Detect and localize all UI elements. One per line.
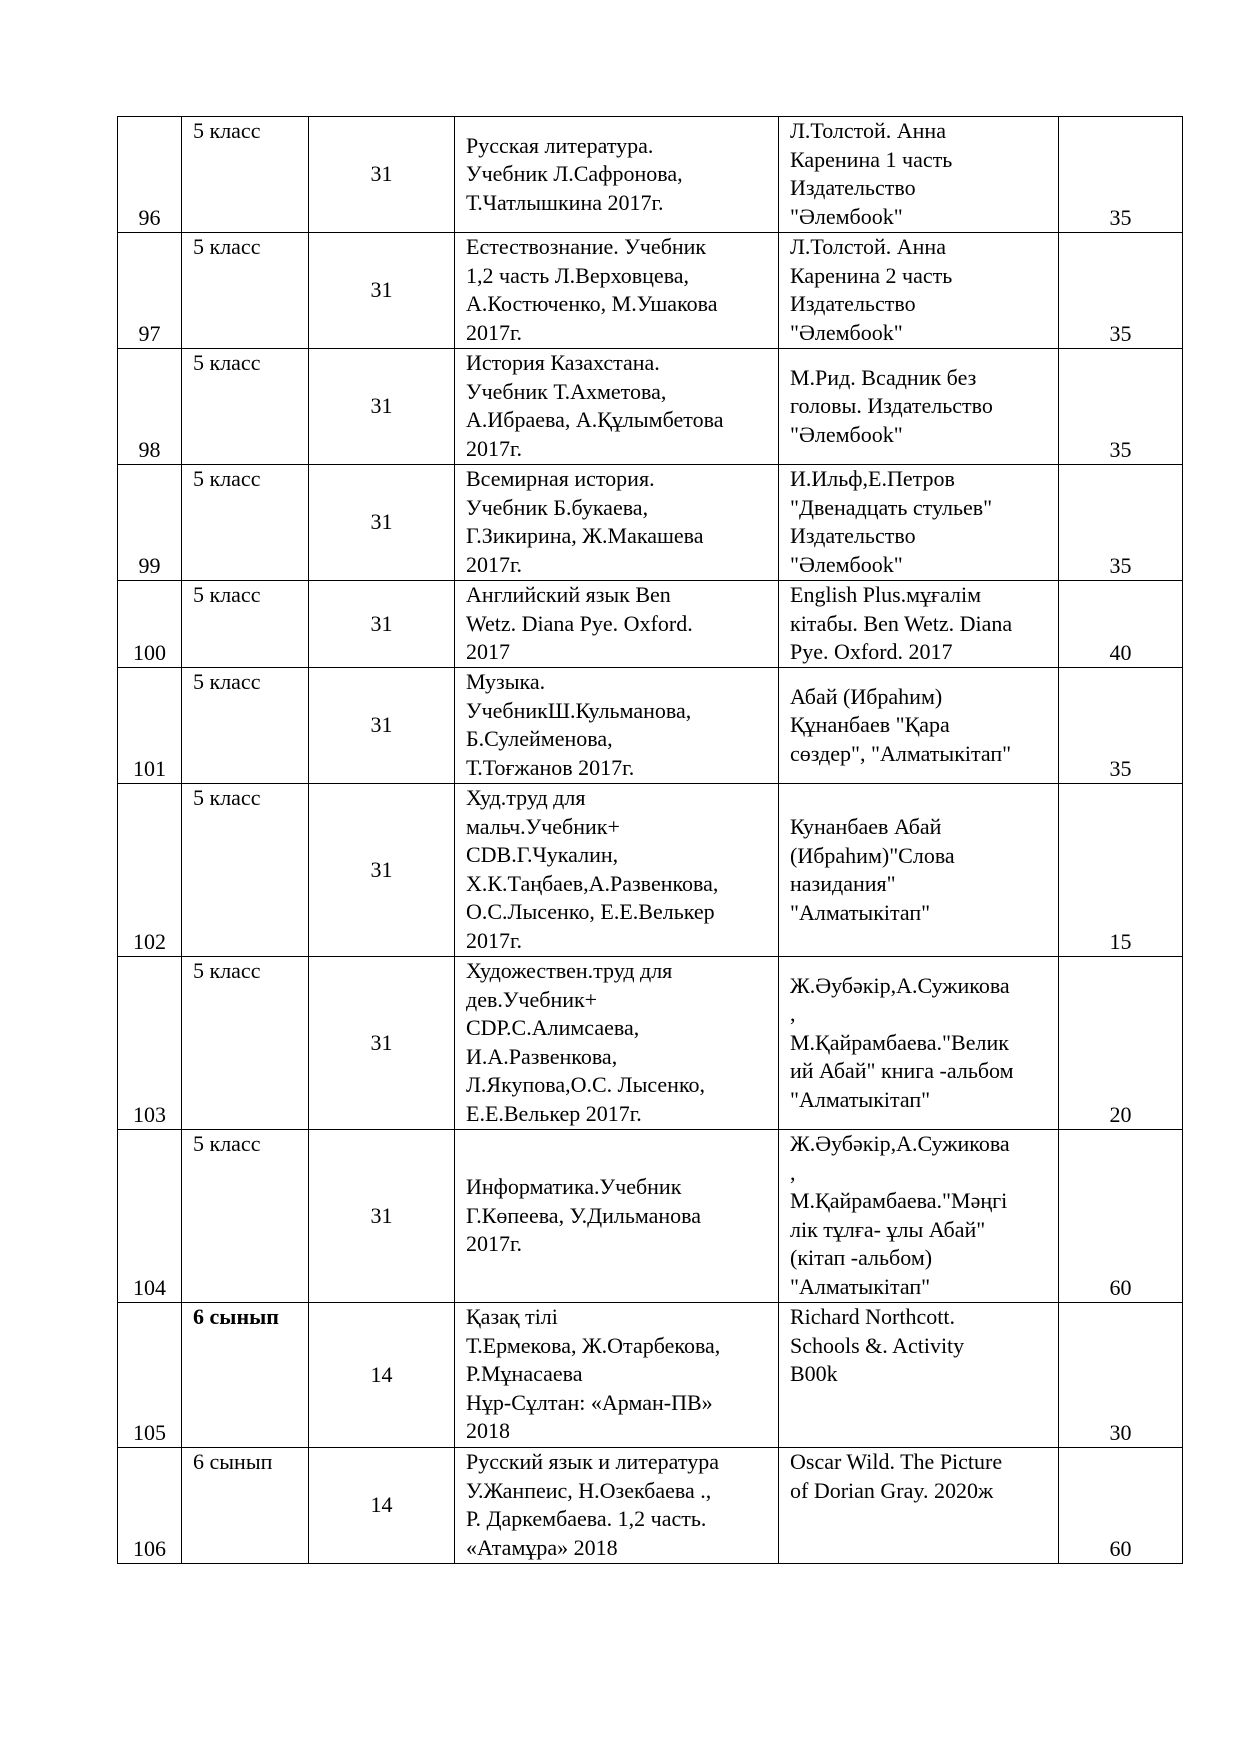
hours-cell: 14 [309,1303,455,1448]
textbook-cell: Естествознание. Учебник 1,2 часть Л.Верховцева, А.Костюченко, М.Ушакова 2017г. [455,233,779,349]
hours-cell: 31 [309,117,455,233]
class-cell: 5 класс [182,1130,309,1303]
book-cell: Ж.Әубәкір,А.Сужикова , М.Қайрамбаева."Велик ий Абай" книга -альбом "Алматыкітап" [779,957,1059,1130]
textbook-cell: Қазақ тілі Т.Ермекова, Ж.Отарбекова, Р.Мұнасаева Нұр-Сұлтан: «Арман-ПВ» 2018 [455,1303,779,1448]
row-number: 102 [118,784,182,957]
quantity-cell: 40 [1059,581,1183,668]
row-number: 104 [118,1130,182,1303]
row-number: 98 [118,349,182,465]
row-number: 99 [118,465,182,581]
row-number: 100 [118,581,182,668]
book-cell: М.Рид. Всадник без головы. Издательство "Әлембook" [779,349,1059,465]
row-number: 103 [118,957,182,1130]
textbook-cell: Информатика.Учебник Г.Көпеева, У.Дильманова 2017г. [455,1130,779,1303]
quantity-cell: 35 [1059,668,1183,784]
hours-cell: 31 [309,465,455,581]
class-cell: 5 класс [182,957,309,1130]
row-number: 106 [118,1448,182,1564]
table-row [118,117,1183,233]
class-cell: 5 класс [182,117,309,233]
book-cell: Ж.Әубәкір,А.Сужикова , М.Қайрамбаева."Мәңгі лік тұлға- ұлы Абай" (кітап -альбом) "Алматыкітап" [779,1130,1059,1303]
quantity-cell: 15 [1059,784,1183,957]
hours-cell: 14 [309,1448,455,1564]
book-cell: English Plus.мұғалім кітабы. Ben Wetz. Diana Pye. Oxford. 2017 [779,581,1059,668]
textbook-cell: Музыка. УчебникШ.Кульманова, Б.Сулейменова, Т.Тоғжанов 2017г. [455,668,779,784]
quantity-cell: 20 [1059,957,1183,1130]
row-number: 105 [118,1303,182,1448]
row-number: 101 [118,668,182,784]
row-number: 96 [118,117,182,233]
textbook-cell: Русский язык и литература У.Жанпеис, Н.Озекбаева ., Р. Даркембаева. 1,2 часть. «Атамұра» 2018 [455,1448,779,1564]
class-cell: 5 класс [182,233,309,349]
hours-cell: 31 [309,784,455,957]
quantity-cell: 60 [1059,1448,1183,1564]
quantity-cell: 30 [1059,1303,1183,1448]
table-row [118,668,1183,784]
table-row [118,581,1183,668]
textbook-cell: Русская литература. Учебник Л.Сафронова, Т.Чатлышкина 2017г. [455,117,779,233]
table-row [118,1303,1183,1448]
quantity-cell: 35 [1059,117,1183,233]
quantity-cell: 35 [1059,465,1183,581]
table-row [118,784,1183,957]
class-cell: 6 сынып [182,1448,309,1564]
class-cell: 6 сынып [182,1303,309,1448]
table-row [118,233,1183,349]
book-cell: Л.Толстой. Анна Каренина 1 часть Издательство "Әлембook" [779,117,1059,233]
class-cell: 5 класс [182,349,309,465]
table-row [118,465,1183,581]
textbook-cell: Худ.труд для мальч.Учебник+ CDВ.Г.Чукалин, Х.К.Таңбаев,А.Развенкова, О.С.Лысенко, Е.Е.Велькер 2017г. [455,784,779,957]
hours-cell: 31 [309,668,455,784]
table-row [118,349,1183,465]
quantity-cell: 35 [1059,349,1183,465]
class-cell: 5 класс [182,668,309,784]
hours-cell: 31 [309,349,455,465]
table-row [118,957,1183,1130]
hours-cell: 31 [309,233,455,349]
row-number: 97 [118,233,182,349]
textbook-cell: Художествен.труд для дев.Учебник+ CDР.С.Алимсаева, И.А.Развенкова, Л.Якупова,О.С. Лысенко, Е.Е.Велькер 2017г. [455,957,779,1130]
book-cell: Л.Толстой. Анна Каренина 2 часть Издательство "Әлембook" [779,233,1059,349]
book-cell: Абай (Ибраһим) Құнанбаев "Қара сөздер", "Алматыкітап" [779,668,1059,784]
quantity-cell: 35 [1059,233,1183,349]
hours-cell: 31 [309,581,455,668]
quantity-cell: 60 [1059,1130,1183,1303]
book-cell: Oscar Wild. The Picture of Dorian Gray. 2020ж [779,1448,1059,1564]
table-row [118,1130,1183,1303]
textbook-cell: Всемирная история. Учебник Б.букаева, Г.Зикирина, Ж.Макашева 2017г. [455,465,779,581]
textbook-cell: Английский язык Ben Wetz. Diana Pye. Oxford. 2017 [455,581,779,668]
textbook-cell: История Казахстана. Учебник Т.Ахметова, А.Ибраева, А.Құлымбетова 2017г. [455,349,779,465]
class-cell: 5 класс [182,784,309,957]
table-row [118,1448,1183,1564]
book-cell: И.Ильф,Е.Петров "Двенадцать стульев" Издательство "Әлембook" [779,465,1059,581]
hours-cell: 31 [309,1130,455,1303]
book-table [117,116,1183,1564]
book-cell: Richard Northcott. Schools &. Activity B00k [779,1303,1059,1448]
hours-cell: 31 [309,957,455,1130]
class-cell: 5 класс [182,465,309,581]
class-cell: 5 класс [182,581,309,668]
book-cell: Кунанбаев Абай (Ибраһим)"Слова назидания" "Алматыкітап" [779,784,1059,957]
